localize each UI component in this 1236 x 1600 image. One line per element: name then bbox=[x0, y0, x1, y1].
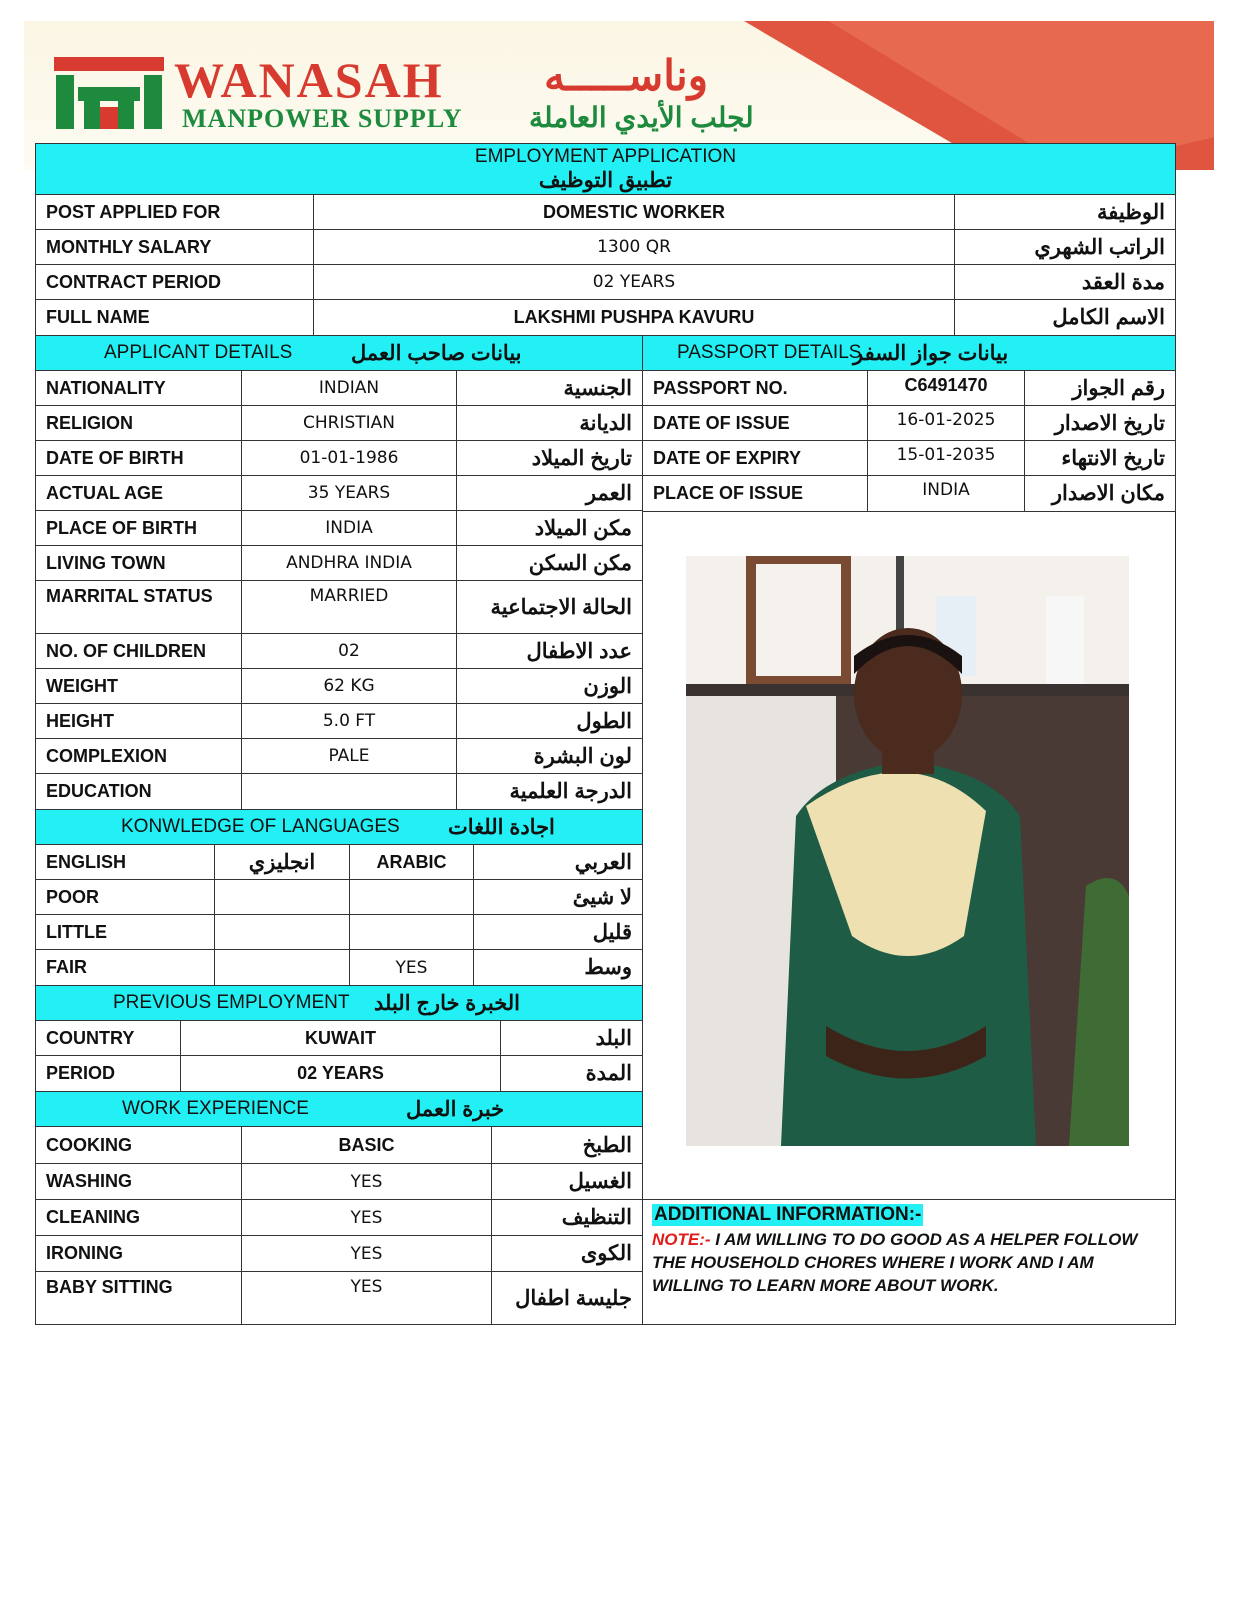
applicant-value: 62 KG bbox=[241, 668, 457, 704]
applicant-value: INDIA bbox=[241, 510, 457, 546]
applicant-label: EDUCATION bbox=[35, 773, 242, 810]
passport-label: PASSPORT NO. bbox=[642, 370, 868, 406]
job-label: MONTHLY SALARY bbox=[35, 229, 314, 265]
work-skill-label-ar: الغسيل bbox=[491, 1163, 643, 1200]
applicant-label: HEIGHT bbox=[35, 703, 242, 739]
applicant-label: LIVING TOWN bbox=[35, 545, 242, 581]
work-skill-value: YES bbox=[241, 1235, 492, 1272]
applicant-header-en: APPLICANT DETAILS bbox=[104, 342, 293, 363]
language-head-english-ar: انجليزي bbox=[214, 844, 350, 880]
passport-label: PLACE OF ISSUE bbox=[642, 475, 868, 512]
passport-label-ar: مكان الاصدار bbox=[1024, 475, 1176, 512]
brand-subtitle: MANPOWER SUPPLY bbox=[182, 104, 463, 133]
form-title-ar: تطبيق التوظيف bbox=[538, 168, 673, 192]
additional-info-note bbox=[652, 1228, 1167, 1297]
language-english-value bbox=[214, 949, 350, 986]
applicant-value: ANDHRA INDIA bbox=[241, 545, 457, 581]
work-experience-header-en: WORK EXPERIENCE bbox=[122, 1098, 309, 1119]
additional-info-title: ADDITIONAL INFORMATION:- bbox=[654, 1204, 922, 1225]
work-experience-header-ar: خبرة العمل bbox=[406, 1097, 505, 1121]
passport-label-ar: تاريخ الاصدار bbox=[1024, 405, 1176, 441]
applicant-label-ar: الدرجة العلمية bbox=[456, 773, 643, 810]
job-label: FULL NAME bbox=[35, 299, 314, 336]
prev-emp-label-ar: البلد bbox=[500, 1020, 643, 1056]
job-label-ar: الاسم الكامل bbox=[954, 299, 1176, 336]
language-arabic-value: YES bbox=[349, 949, 474, 986]
job-label-ar: مدة العقد bbox=[954, 264, 1176, 300]
work-skill-value: YES bbox=[241, 1163, 492, 1200]
applicant-label: WEIGHT bbox=[35, 668, 242, 704]
language-level: FAIR bbox=[35, 949, 215, 986]
passport-label: DATE OF EXPIRY bbox=[642, 440, 868, 476]
language-level-ar: لا شيئ bbox=[473, 879, 643, 915]
applicant-photo-image bbox=[686, 556, 1129, 1146]
prev-emp-label: PERIOD bbox=[35, 1055, 181, 1092]
passport-header-ar: بيانات جواز السفر bbox=[853, 341, 1009, 365]
applicant-label-ar: مكن السكن bbox=[456, 545, 643, 581]
applicant-label: NO. OF CHILDREN bbox=[35, 633, 242, 669]
note-label: NOTE:- bbox=[652, 1230, 711, 1249]
job-value: DOMESTIC WORKER bbox=[313, 194, 955, 230]
applicant-label: DATE OF BIRTH bbox=[35, 440, 242, 476]
brand-name: WANASAH bbox=[174, 52, 444, 108]
applicant-label: ACTUAL AGE bbox=[35, 475, 242, 511]
work-skill-label: IRONING bbox=[35, 1235, 242, 1272]
applicant-label-ar: عدد الاطفال bbox=[456, 633, 643, 669]
language-arabic-value bbox=[349, 914, 474, 950]
languages-header-ar: اجادة اللغات bbox=[448, 815, 555, 839]
form-title-en: EMPLOYMENT APPLICATION bbox=[474, 145, 737, 167]
language-level-ar: قليل bbox=[473, 914, 643, 950]
language-english-value bbox=[214, 914, 350, 950]
passport-value: 16-01-2025 bbox=[867, 405, 1025, 441]
work-skill-value: YES bbox=[241, 1199, 492, 1236]
applicant-label-ar: الديانة bbox=[456, 405, 643, 441]
language-head-arabic: ARABIC bbox=[349, 844, 474, 880]
applicant-label-ar: الجنسية bbox=[456, 370, 643, 406]
company-logo-icon bbox=[54, 57, 164, 129]
applicant-label-ar: العمر bbox=[456, 475, 643, 511]
work-skill-label: CLEANING bbox=[35, 1199, 242, 1236]
applicant-label-ar: تاريخ الميلاد bbox=[456, 440, 643, 476]
prev-emp-value: KUWAIT bbox=[180, 1020, 501, 1056]
prev-emp-label-ar: المدة bbox=[500, 1055, 643, 1092]
language-arabic-value bbox=[349, 879, 474, 915]
work-skill-label-ar: جليسة اطفال bbox=[491, 1271, 643, 1325]
applicant-label-ar: مكن الميلاد bbox=[456, 510, 643, 546]
work-skill-label: BABY SITTING bbox=[35, 1271, 242, 1325]
job-label: POST APPLIED FOR bbox=[35, 194, 314, 230]
passport-label-ar: رقم الجواز bbox=[1024, 370, 1176, 406]
language-head-english: ENGLISH bbox=[35, 844, 215, 880]
work-skill-label-ar: الكوى bbox=[491, 1235, 643, 1272]
passport-header-en: PASSPORT DETAILS bbox=[677, 342, 862, 363]
job-value: LAKSHMI PUSHPA KAVURU bbox=[313, 299, 955, 336]
applicant-label: PLACE OF BIRTH bbox=[35, 510, 242, 546]
passport-value: 15-01-2035 bbox=[867, 440, 1025, 476]
work-skill-label-ar: التنظيف bbox=[491, 1199, 643, 1236]
prev-emp-value: 02 YEARS bbox=[180, 1055, 501, 1092]
applicant-value: 02 bbox=[241, 633, 457, 669]
brand-subtitle-arabic: لجلب الأيدي العاملة bbox=[529, 102, 754, 133]
work-skill-value: BASIC bbox=[241, 1126, 492, 1164]
applicant-value: 01-01-1986 bbox=[241, 440, 457, 476]
previous-employment-header bbox=[35, 985, 643, 1021]
previous-employment-header-ar: الخبرة خارج البلد bbox=[374, 991, 521, 1015]
prev-emp-label: COUNTRY bbox=[35, 1020, 181, 1056]
work-skill-value: YES bbox=[241, 1271, 492, 1325]
applicant-value: CHRISTIAN bbox=[241, 405, 457, 441]
language-head-arabic-ar: العربي bbox=[473, 844, 643, 880]
passport-details-header bbox=[642, 335, 1176, 371]
form-title-bar bbox=[35, 143, 1176, 195]
applicant-label-ar: الطول bbox=[456, 703, 643, 739]
job-label-ar: الراتب الشهري bbox=[954, 229, 1176, 265]
language-level: POOR bbox=[35, 879, 215, 915]
job-value: 02 YEARS bbox=[313, 264, 955, 300]
passport-value: INDIA bbox=[867, 475, 1025, 512]
work-skill-label: WASHING bbox=[35, 1163, 242, 1200]
work-skill-label: COOKING bbox=[35, 1126, 242, 1164]
previous-employment-header-en: PREVIOUS EMPLOYMENT bbox=[113, 992, 350, 1013]
passport-label-ar: تاريخ الانتهاء bbox=[1024, 440, 1176, 476]
applicant-details-header bbox=[35, 335, 643, 371]
language-level-ar: وسط bbox=[473, 949, 643, 986]
job-value: 1300 QR bbox=[313, 229, 955, 265]
applicant-photo bbox=[686, 556, 1129, 1146]
languages-header bbox=[35, 809, 643, 845]
applicant-label: MARRITAL STATUS bbox=[35, 580, 242, 634]
passport-label: DATE OF ISSUE bbox=[642, 405, 868, 441]
applicant-value: MARRIED bbox=[241, 580, 457, 634]
applicant-value: PALE bbox=[241, 738, 457, 774]
applicant-value: INDIAN bbox=[241, 370, 457, 406]
language-level: LITTLE bbox=[35, 914, 215, 950]
brand-name-arabic: وناســـــه bbox=[544, 52, 709, 99]
work-experience-header bbox=[35, 1091, 643, 1127]
applicant-header-ar: بيانات صاحب العمل bbox=[351, 341, 522, 365]
job-label-ar: الوظيفة bbox=[954, 194, 1176, 230]
applicant-label: RELIGION bbox=[35, 405, 242, 441]
applicant-label-ar: الحالة الاجتماعية bbox=[456, 580, 643, 634]
applicant-label-ar: الوزن bbox=[456, 668, 643, 704]
applicant-label-ar: لون البشرة bbox=[456, 738, 643, 774]
work-skill-label-ar: الطبخ bbox=[491, 1126, 643, 1164]
passport-value: C6491470 bbox=[867, 370, 1025, 406]
note-text: I AM WILLING TO DO GOOD AS A HELPER FOLLOW THE HOUSEHOLD CHORES WHERE I WORK AND I AM WILLING TO LEARN MORE ABOUT WORK. bbox=[652, 1230, 1138, 1295]
applicant-label: NATIONALITY bbox=[35, 370, 242, 406]
job-label: CONTRACT PERIOD bbox=[35, 264, 314, 300]
applicant-value: 5.0 FT bbox=[241, 703, 457, 739]
applicant-label: COMPLEXION bbox=[35, 738, 242, 774]
languages-header-en: KONWLEDGE OF LANGUAGES bbox=[121, 816, 400, 837]
applicant-value: 35 YEARS bbox=[241, 475, 457, 511]
applicant-value bbox=[241, 773, 457, 810]
language-english-value bbox=[214, 879, 350, 915]
